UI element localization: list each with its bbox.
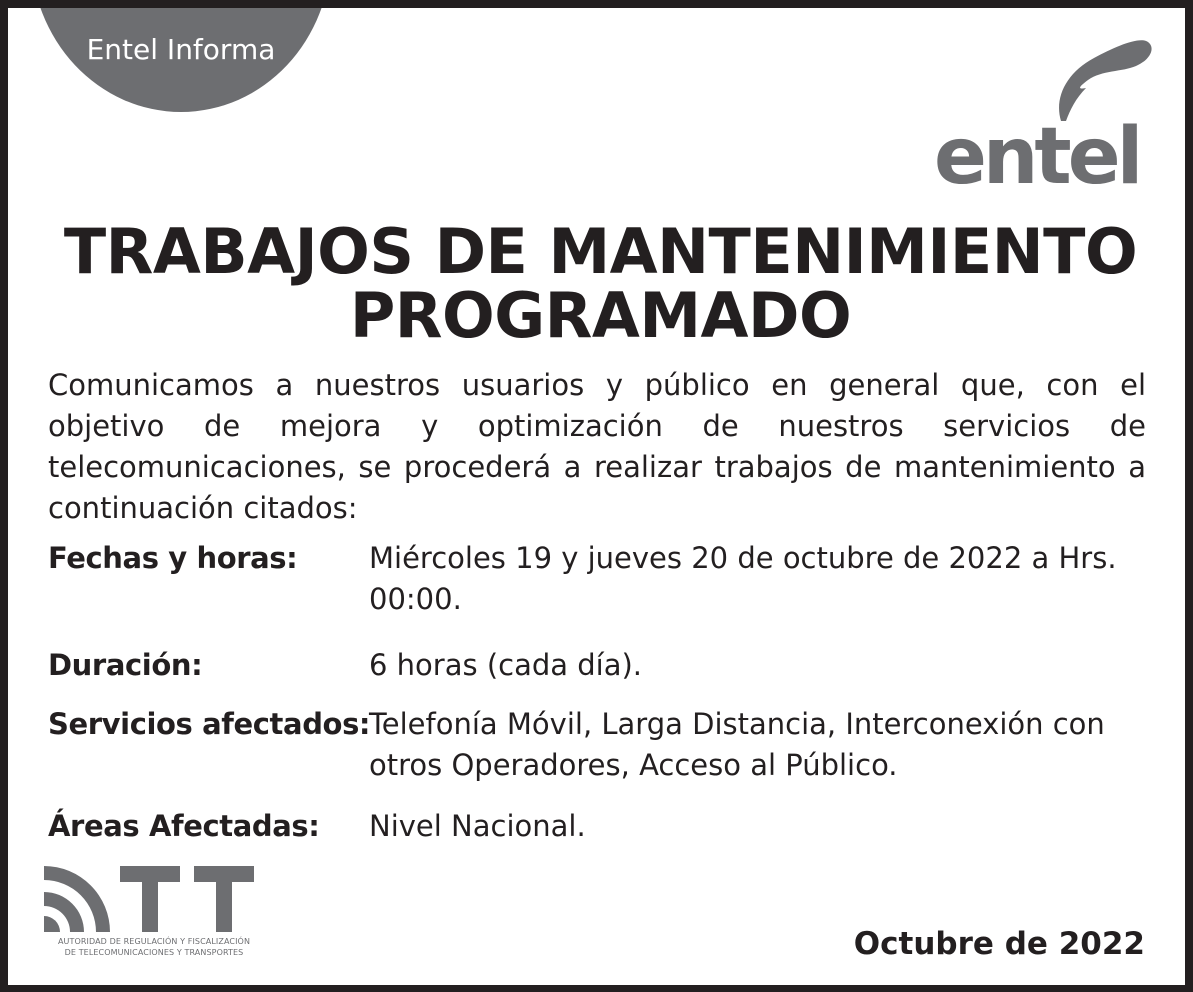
att-caption-line-2: DE TELECOMUNICACIONES Y TRANSPORTES (64, 948, 244, 957)
entel-wordmark: entel (934, 112, 1140, 193)
detail-value: Nivel Nacional. (369, 809, 586, 843)
att-caption (44, 936, 264, 958)
detail-label: Servicios afectados: (48, 707, 371, 741)
detail-label: Duración: (48, 648, 203, 682)
detail-value: Miércoles 19 y jueves 20 de octubre de 2022 a Hrs. 00:00. (369, 541, 1117, 616)
badge-label: Entel Informa (86, 33, 276, 66)
publication-date: Octubre de 2022 (853, 926, 1145, 962)
notice-title (48, 215, 1153, 352)
detail-value: Telefonía Móvil, Larga Distancia, Interconexión con otros Operadores, Acceso al Público. (369, 707, 1105, 782)
entel-logo (926, 28, 1166, 193)
detail-label: Fechas y horas: (48, 541, 298, 575)
title-line-1: TRABAJOS DE MANTENIMIENTO (63, 215, 1138, 288)
intro-paragraph: Comunicamos a nuestros usuarios y público en general que, con el objetivo de mejora y optimización de nuestros servicios de telecomunicaciones, se procederá a realizar trabajos de mantenimiento a continuación citados: (48, 368, 1146, 525)
att-t2-icon (194, 866, 254, 932)
att-caption-line-1: AUTORIDAD DE REGULACIÓN Y FISCALIZACIÓN (57, 937, 251, 946)
att-t1-icon (120, 866, 180, 932)
detail-value: 6 horas (cada día). (369, 648, 643, 682)
detail-label: Áreas Afectadas: (48, 809, 320, 843)
title-line-2: PROGRAMADO (349, 279, 852, 352)
